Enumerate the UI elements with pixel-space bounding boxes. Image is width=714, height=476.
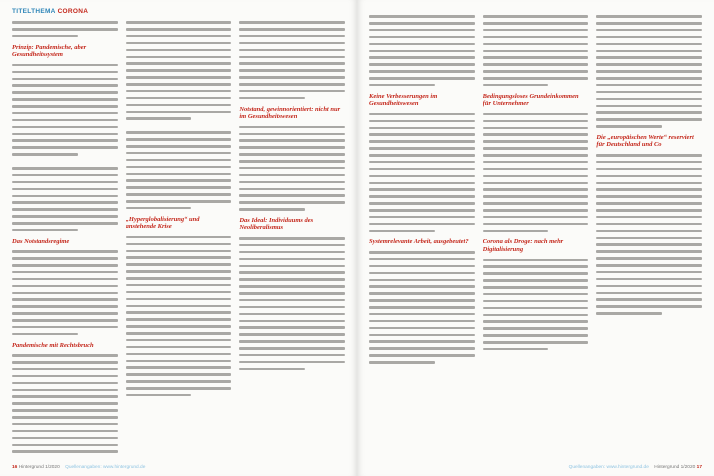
subheading: Die „europäischen Werte“ reserviert für Deutschland und Co [596,133,694,149]
subheading: Systemrelevante Arbeit, ausgebeutet? [369,238,469,246]
section-tag-title: TITELTHEMA [12,8,56,15]
right-column-1 [369,14,475,454]
section-tag-topic: CORONA [57,8,89,15]
magazine-issue: Hintergrund 1/2020 [654,465,696,470]
subheading: Prinzip: Pandemische, aber Gesundheitssystem [12,43,87,59]
magazine-issue: Hintergrund 1/2020 [18,465,60,470]
subheading: Keine Verbesserungen im Gesundheitswesen [369,92,438,108]
left-column-1 [12,20,118,454]
right-column-2 [483,14,589,454]
subheading: Notstand, gewinnorientiert: nicht nur im Gesundheitswesen [239,105,341,120]
subheading: „Hyperglobalisierung“ und anstehende Krise [125,215,200,231]
subheading: Pandemische mit Rechtsbruch [12,341,94,349]
right-page-columns [369,14,702,454]
subheading: Bedingungsloses Grundeinkommen für Unternehmer [482,92,579,108]
subheading: Corona als Droge: nach mehr Digitalisierung [482,238,564,253]
left-column-2 [126,20,232,454]
left-page-footer [12,465,145,470]
footer-url[interactable]: Quellenangaben: www.hintergrund.de [65,465,146,470]
left-page-columns [12,20,345,454]
section-tag [12,8,88,15]
left-column-3 [239,20,345,454]
right-page-footer [569,465,702,470]
subheading: Das Ideal: Individuums des Neoliberalismus [239,216,314,232]
page-number: 16 [12,465,18,470]
right-page [357,0,714,476]
right-column-3 [596,14,702,454]
subheading: Das Notstandsregime [12,237,70,245]
footer-url[interactable]: Quellenangaben: www.hintergrund.de [568,465,649,470]
page-number: 17 [696,465,702,470]
